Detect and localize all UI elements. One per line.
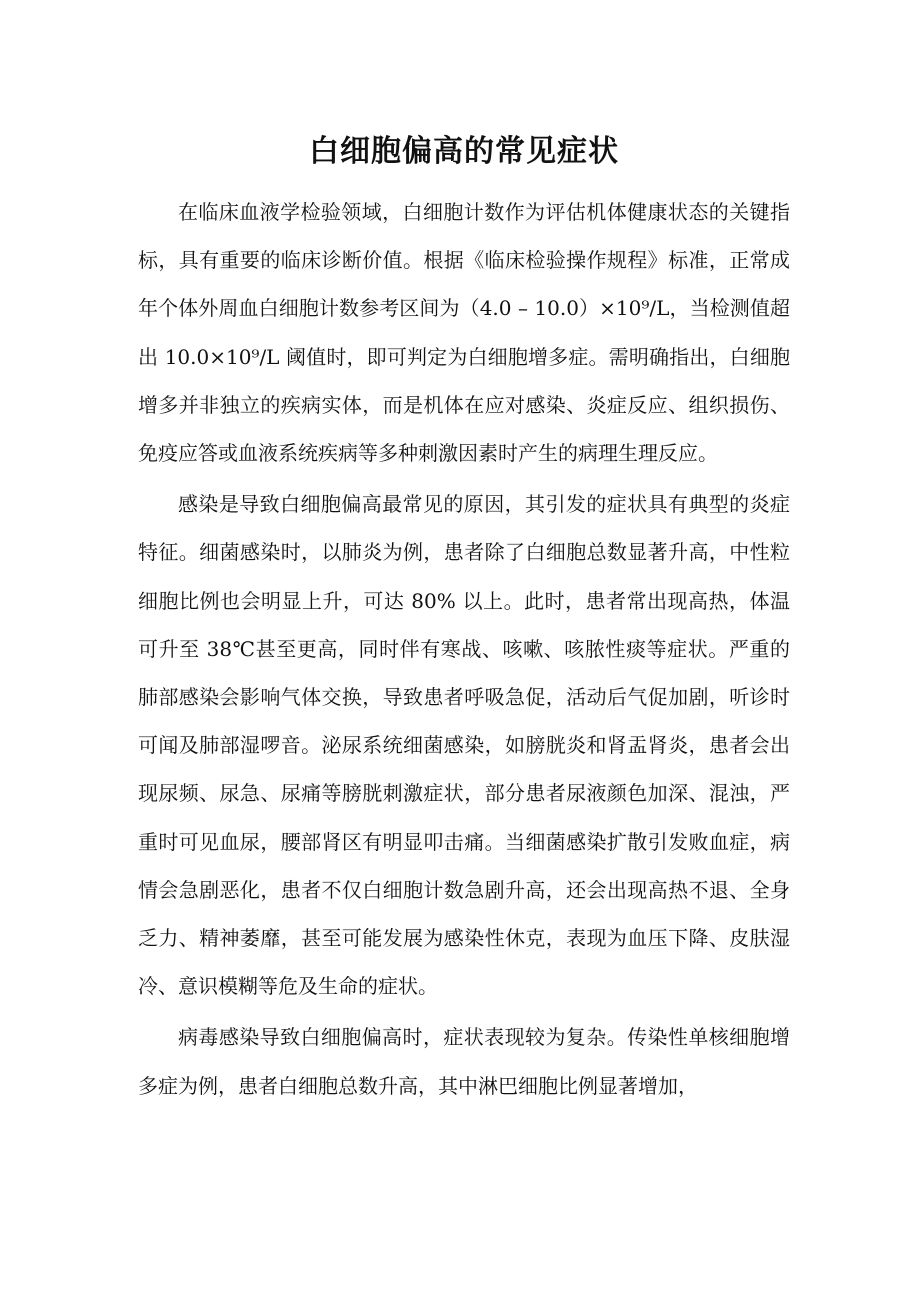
paragraph-intro: 在临床血液学检验领域，白细胞计数作为评估机体健康状态的关键指标，具有重要的临床诊断价值。根据《临床检验操作规程》标准，正常成年个体外周血白细胞计数参考区间为（4.0 – 10.0）×10⁹/L，当检测值超出 10.0×10⁹/L 阈值时，即可判定为白细胞增多症。需明确指出，白细胞增多并非独立的疾病实体，而是机体在应对感染、炎症反应、组织损伤、免疫应答或血液系统疾病等多种刺激因素时产生的病理生理反应。 bbox=[138, 200, 790, 466]
document-title: 白细胞偏高的常见症状 bbox=[309, 134, 619, 169]
paragraph-bacterial-infection: 感染是导致白细胞偏高最常见的原因，其引发的症状具有典型的炎症特征。细菌感染时，以肺炎为例，患者除了白细胞总数显著升高，中性粒细胞比例也会明显上升，可达 80% 以上。此时，患者常出现高热，体温可升至 38℃甚至更高，同时伴有寒战、咳嗽、咳脓性痰等症状。严重的肺部感染会影响气体交换，导致患者呼吸急促，活动后气促加剧，听诊时可闻及肺部湿啰音。泌尿系统细菌感染，如膀胱炎和肾盂肾炎，患者会出现尿频、尿急、尿痛等膀胱刺激症状，部分患者尿液颜色加深、混浊，严重时可见血尿，腰部肾区有明显叩击痛。当细菌感染扩散引发败血症，病情会急剧恶化，患者不仅白细胞计数急剧升高，还会出现高热不退、全身乏力、精神萎靡，甚至可能发展为感染性休克，表现为血压下降、皮肤湿冷、意识模糊等危及生命的症状。 bbox=[138, 492, 790, 999]
paragraph-viral-infection: 病毒感染导致白细胞偏高时，症状表现较为复杂。传染性单核细胞增多症为例，患者白细胞总数升高，其中淋巴细胞比例显著增加， bbox=[138, 1025, 790, 1098]
